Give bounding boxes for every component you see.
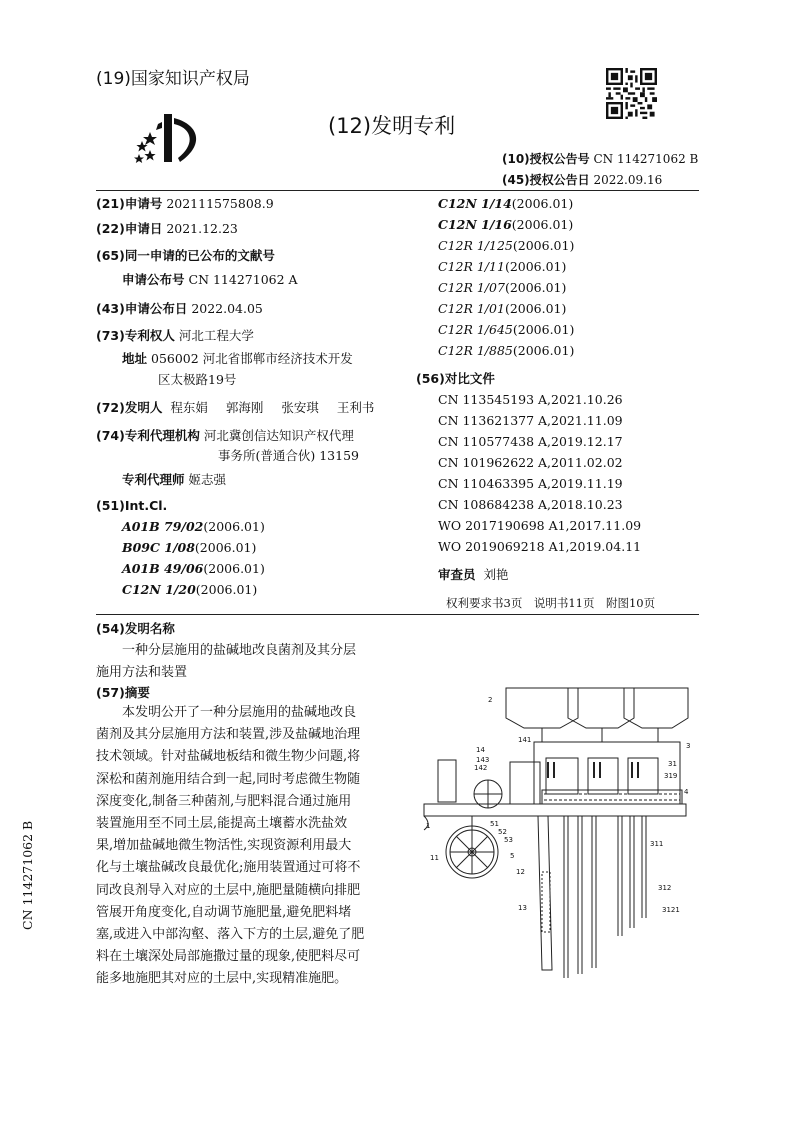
- intcl-code: C12N 1/20: [122, 582, 196, 597]
- abstract-line: 本发明公开了一种分层施用的盐碱地改良: [96, 705, 357, 720]
- figure-label: 141: [518, 736, 532, 744]
- intcl-label: (51)Int.Cl.: [96, 498, 168, 513]
- figure-label: 31: [668, 760, 677, 768]
- app-date: [96, 221, 238, 237]
- doc-kind: (12)发明专利: [328, 114, 456, 138]
- inventor: 王利书: [336, 400, 375, 415]
- agency-line-1: 河北冀创信达知识产权代理: [203, 428, 354, 443]
- agency: [96, 428, 354, 444]
- intcl-code: C12R 1/01: [438, 301, 505, 316]
- examiner-label: 审查员: [438, 567, 476, 582]
- pub-no-label: 申请公布号: [122, 272, 185, 287]
- app-date-label: (22)申请日: [96, 221, 163, 236]
- intcl-year: (2006.01): [511, 196, 574, 211]
- figure-label: 52: [498, 828, 507, 836]
- examiner: [438, 567, 509, 583]
- figure-label: 11: [430, 854, 439, 862]
- page-counts: 权利要求书3页 说明书11页 附图10页: [446, 596, 656, 610]
- figure-label: 311: [650, 840, 664, 848]
- inventors: [96, 400, 374, 416]
- title-label: (54)发明名称: [96, 621, 175, 636]
- app-date-value: 2021.12.23: [166, 221, 238, 236]
- abstract-body: [96, 702, 386, 991]
- agent-label: 专利代理师: [122, 472, 185, 487]
- figure-label: 319: [664, 772, 678, 780]
- abstract-line: 深松和菌剂施用结合到一起,同时考虑微生物随: [96, 771, 361, 787]
- intcl-item: [122, 561, 265, 577]
- pub-no-value: CN 114271062 A: [188, 272, 298, 287]
- intcl-code: C12N 1/16: [438, 217, 512, 232]
- figure-label: 5: [510, 852, 515, 860]
- figure-label: 143: [476, 756, 490, 764]
- intcl-item: [438, 217, 573, 233]
- abstract-line: 菌剂及其分层施用方法和装置,涉及盐碱地治理: [96, 727, 361, 743]
- intcl-code: C12R 1/125: [438, 238, 513, 253]
- grant-pub-date: [502, 171, 662, 188]
- app-no-label: (21)申请号: [96, 196, 163, 211]
- agent: [122, 472, 226, 488]
- grant-pub-date-label: (45)授权公告日: [502, 173, 590, 187]
- inventor: 张安琪: [281, 400, 319, 415]
- agency-label: (74)专利代理机构: [96, 428, 200, 443]
- figure-label: 1: [426, 822, 431, 830]
- intcl-year: (2006.01): [203, 561, 265, 576]
- intcl-code: C12N 1/14: [438, 196, 512, 211]
- pub-date: [96, 301, 263, 317]
- qr-code: [606, 68, 657, 119]
- intcl-year: (2006.01): [511, 217, 574, 232]
- grant-pub-date-value: 2022.09.16: [593, 173, 663, 187]
- intcl-year: (2006.01): [512, 238, 575, 253]
- figure-label: 3121: [662, 906, 680, 914]
- intcl-item: [122, 540, 256, 556]
- abstract-line: 技术领域。针对盐碱地板结和微生物少问题,将: [96, 749, 361, 765]
- grant-pub-no: [502, 150, 698, 167]
- intcl-item: [438, 343, 574, 359]
- figure-label: 3: [686, 742, 691, 750]
- ref-item: CN 101962622 A,2011.02.02: [438, 455, 623, 470]
- address-label: 地址: [122, 351, 148, 366]
- intcl-item: [438, 238, 574, 254]
- intcl-item: [122, 582, 257, 598]
- pub-no: [122, 272, 298, 288]
- intcl-item: [438, 196, 573, 212]
- summary-rule: [96, 614, 699, 615]
- abstract-line: 化与土壤盐碱改良最优化;施用装置通过可将不: [96, 860, 361, 876]
- intcl-code: C12R 1/11: [438, 259, 505, 274]
- abstract-line: 装置施用至不同土层,能提高土壤蓄水洗盐效: [96, 816, 348, 832]
- inventor: 程东娟: [170, 400, 208, 415]
- app-no: [96, 196, 274, 212]
- device-drawing: [418, 682, 700, 982]
- intcl-code: C12R 1/645: [438, 322, 513, 337]
- figure-label: 14: [476, 746, 485, 754]
- abstract-line: 能多地施肥其对应的土层中,实现精准施肥。: [96, 971, 348, 987]
- agent-value: 姬志强: [188, 472, 227, 487]
- figure-label: 4: [684, 788, 689, 796]
- figure-label: 142: [474, 764, 488, 772]
- intcl-item: [438, 259, 566, 275]
- abstract-line: 果,增加盐碱地微生物活性,实现资源利用最大: [96, 838, 352, 854]
- invention-title-line: 一种分层施用的盐碱地改良菌剂及其分层: [122, 643, 357, 658]
- ref-item: CN 110463395 A,2019.11.19: [438, 476, 623, 491]
- figure-label: 12: [516, 868, 525, 876]
- intcl-year: (2006.01): [504, 259, 567, 274]
- agency-line-2: 事务所(普通合伙) 13159: [218, 448, 359, 463]
- address-line-2: 区太极路19号: [158, 372, 237, 387]
- figure-label: 13: [518, 904, 527, 912]
- side-patent-number: CN 114271062 B: [20, 820, 35, 930]
- intcl-code: C12R 1/07: [438, 280, 505, 295]
- ref-item: CN 113545193 A,2021.10.26: [438, 392, 623, 407]
- examiner-value: 刘艳: [483, 567, 509, 582]
- cnipa-logo: [128, 110, 208, 168]
- intcl-year: (2006.01): [504, 301, 567, 316]
- patentee: [96, 328, 254, 344]
- intcl-code: B09C 1/08: [122, 540, 195, 555]
- abstract-line: 塞,或进入中部沟壑、落入下方的土层,避免了肥: [96, 927, 365, 943]
- ref-item: WO 2019069218 A1,2019.04.11: [438, 539, 642, 554]
- ref-item: WO 2017190698 A1,2017.11.09: [438, 518, 642, 533]
- inventor: 郭海刚: [225, 400, 264, 415]
- figure-label: 2: [488, 696, 493, 704]
- figure-label: 51: [490, 820, 499, 828]
- intcl-year: (2006.01): [194, 540, 257, 555]
- intcl-year: (2006.01): [203, 519, 265, 534]
- intcl-item: [122, 519, 265, 535]
- header-rule: [96, 190, 699, 191]
- refs-label: (56)对比文件: [416, 371, 495, 386]
- figure-label: 312: [658, 884, 672, 892]
- inventors-label: (72)发明人: [96, 400, 163, 415]
- office-name: (19)国家知识产权局: [96, 69, 250, 89]
- patentee-value: 河北工程大学: [178, 328, 254, 343]
- abstract-label: (57)摘要: [96, 685, 150, 700]
- invention-title-line: 施用方法和装置: [96, 665, 188, 680]
- ref-item: CN 110577438 A,2019.12.17: [438, 434, 623, 449]
- intcl-year: (2006.01): [195, 582, 258, 597]
- intcl-year: (2006.01): [512, 322, 575, 337]
- pub-date-label: (43)申请公布日: [96, 301, 188, 316]
- grant-pub-no-value: CN 114271062 B: [593, 152, 699, 166]
- intcl-year: (2006.01): [504, 280, 567, 295]
- intcl-year: (2006.01): [512, 343, 575, 358]
- pub-doc-label: (65)同一申请的已公布的文献号: [96, 248, 275, 263]
- intcl-code: A01B 49/06: [122, 561, 204, 576]
- intcl-item: [438, 301, 566, 317]
- grant-pub-no-label: (10)授权公告号: [502, 152, 590, 166]
- abstract-line: 料在土壤深处局部施撒过量的现象,使肥料尽可: [96, 949, 361, 965]
- intcl-item: [438, 280, 566, 296]
- ref-item: CN 108684238 A,2018.10.23: [438, 497, 623, 512]
- intcl-code: C12R 1/885: [438, 343, 513, 358]
- app-no-value: 202111575808.9: [166, 196, 274, 211]
- pub-date-value: 2022.04.05: [191, 301, 263, 316]
- abstract-line: 深度变化,制备三种菌剂,与肥料混合通过施用: [96, 793, 352, 809]
- abstract-line: 同改良剂导入对应的土层中,施肥量随横向排肥: [96, 882, 361, 898]
- intcl-item: [438, 322, 574, 338]
- address-line-1: 056002 河北省邯郸市经济技术开发: [151, 351, 353, 366]
- intcl-code: A01B 79/02: [122, 519, 204, 534]
- address: [122, 351, 353, 367]
- figure-label: 53: [504, 836, 513, 844]
- patentee-label: (73)专利权人: [96, 328, 175, 343]
- abstract-line: 管展开角度变化,自动调节施肥量,避免肥料堵: [96, 904, 352, 920]
- ref-item: CN 113621377 A,2021.11.09: [438, 413, 623, 428]
